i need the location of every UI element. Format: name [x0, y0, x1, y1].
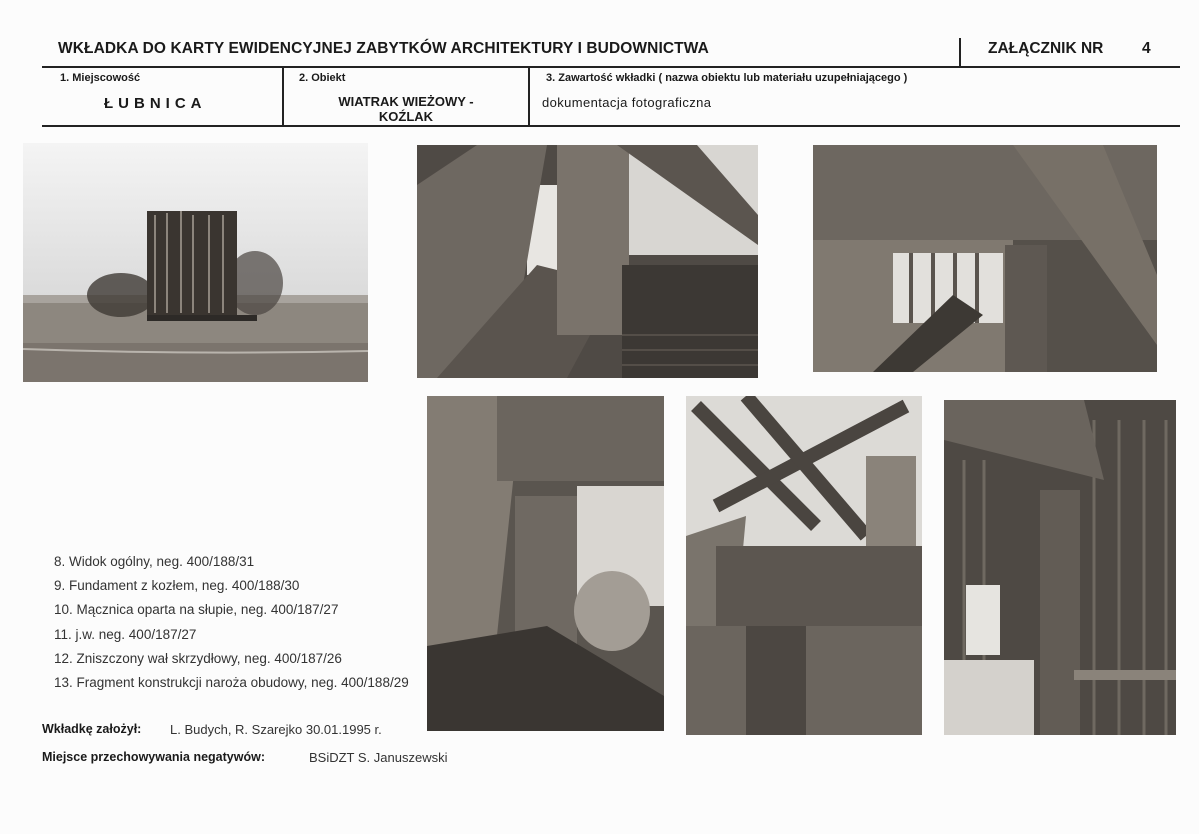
storage-label: Miejsce przechowywania negatywów: [42, 750, 265, 764]
caption-item: 11. j.w. neg. 400/187/27 [54, 626, 197, 642]
caption-item: 13. Fragment konstrukcji naroża obudowy, neg. 400/188/29 [54, 675, 409, 691]
photo-general-view [23, 143, 368, 382]
object-value-line1: WIATRAK WIEŻOWY - [338, 94, 474, 109]
caption-item: 8. Widok ogólny, neg. 400/188/31 [54, 554, 255, 569]
photo-post-detail [427, 396, 664, 731]
header-rule [42, 66, 1180, 68]
field-divider [282, 66, 284, 126]
document-title: WKŁADKA DO KARTY EWIDENCYJNEJ ZABYTKÓW ARCHITEKTURY I BUDOWNICTWA [58, 40, 709, 57]
attachment-label: ZAŁĄCZNIK NR [988, 40, 1104, 57]
place-label: 1. Miejscowość [60, 72, 141, 84]
attachment-number: 4 [1142, 40, 1151, 57]
field-divider [528, 66, 530, 126]
founder-label: Wkładkę założył: [42, 722, 142, 736]
object-label: 2. Obiekt [299, 72, 346, 84]
caption-item: 9. Fundament z kozłem, neg. 400/188/30 [54, 578, 300, 594]
photo-meal-bin-post [813, 145, 1157, 372]
founder-value: L. Budych, R. Szarejko 30.01.1995 r. [170, 722, 382, 737]
caption-item: 12. Zniszczony wał skrzydłowy, neg. 400/187/26 [54, 650, 342, 666]
place-value: ŁUBNICA [104, 95, 207, 112]
header-divider [959, 38, 961, 66]
caption-list [54, 550, 409, 695]
content-label: 3. Zawartość wkładki ( nazwa obiektu lub materiału uzupełniającego ) [546, 72, 908, 84]
photo-foundation [417, 145, 758, 378]
object-value-line2: KOŹLAK [378, 109, 434, 124]
fields-rule [42, 125, 1180, 127]
object-value [306, 94, 506, 124]
storage-value: BSiDZT S. Januszewski [309, 750, 448, 765]
caption-item: 10. Mącznica oparta na słupie, neg. 400/187/27 [54, 602, 339, 618]
photo-corner-structure [944, 400, 1176, 735]
content-value: dokumentacja fotograficzna [542, 95, 712, 110]
photo-wind-shaft [686, 396, 922, 735]
